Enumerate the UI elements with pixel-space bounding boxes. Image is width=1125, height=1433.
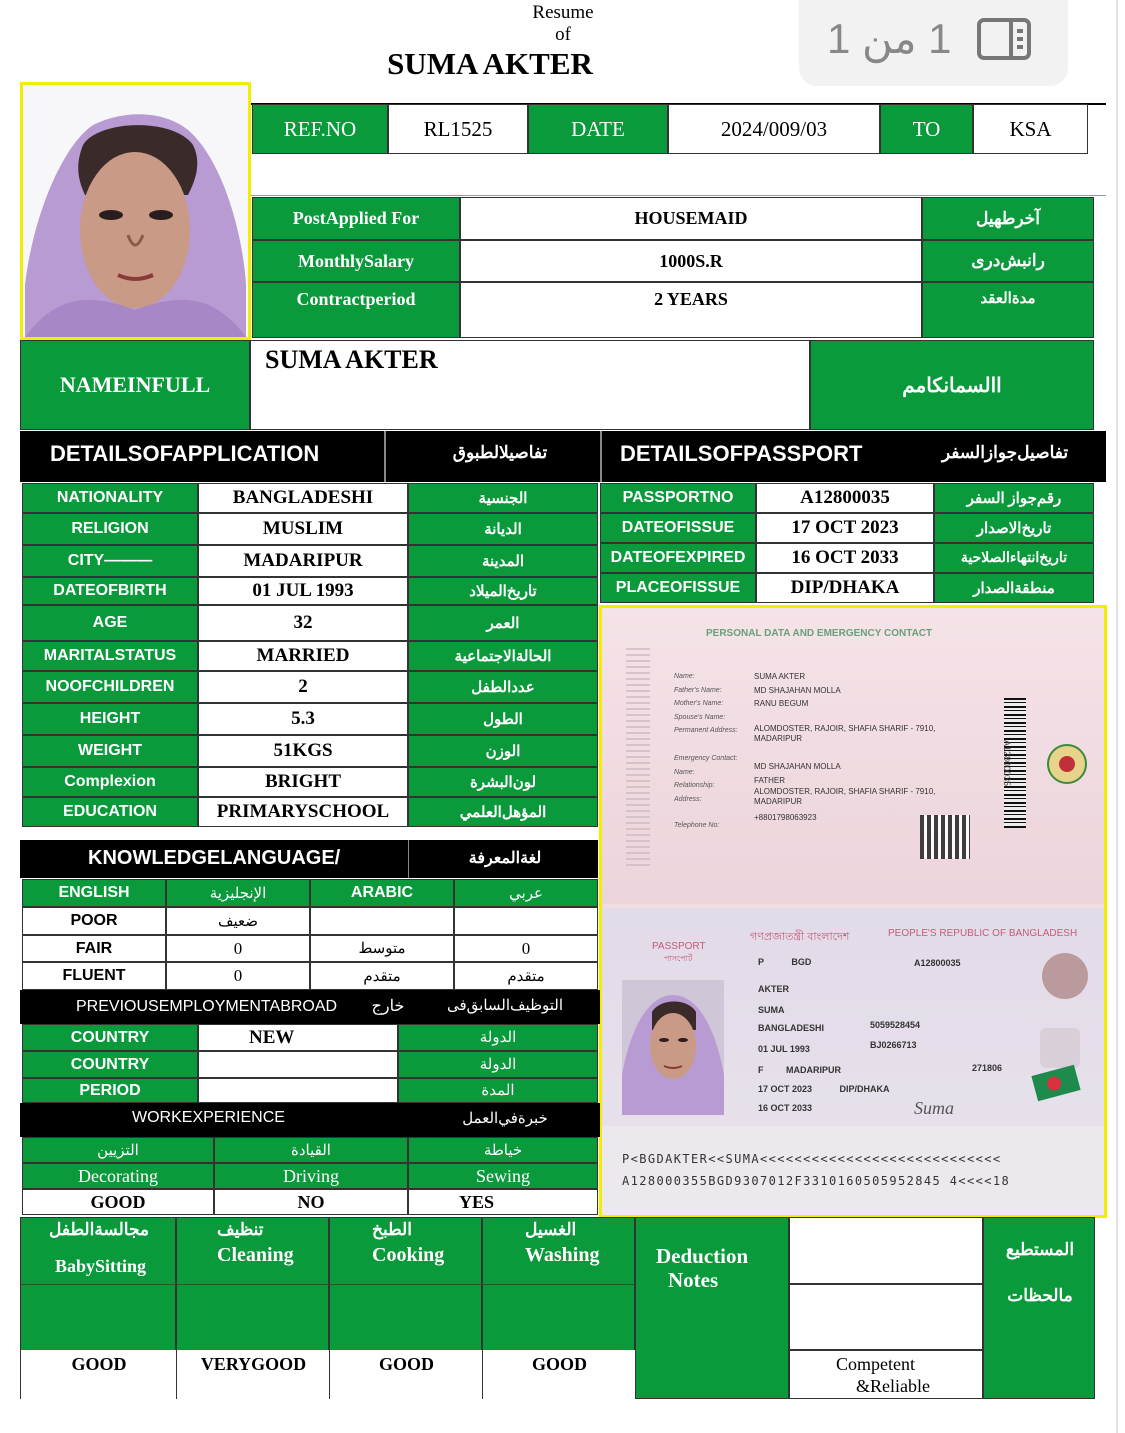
applicant-photo <box>20 82 251 340</box>
pp-address-2: MADARIPUR <box>754 733 803 743</box>
lang-header: عربي <box>454 879 598 907</box>
app-arabic: المدینة <box>408 545 598 577</box>
contract-arabic: مدةالعقد <box>922 282 1094 338</box>
pp-number: A12800035 <box>914 958 961 968</box>
app-value: 2 <box>198 671 408 703</box>
emp-value <box>198 1078 398 1103</box>
deduction-label: Deduction <box>656 1244 749 1268</box>
book-icon <box>977 18 1031 60</box>
pp-ec-address-1: ALOMDOSTER, RAJOIR, SHAFIA SHARIF - 7910, <box>754 787 936 796</box>
pp-value: 17 OCT 2023 <box>756 513 934 543</box>
pp-authority: DIP/DHAKA <box>839 1083 890 1094</box>
lang-cell <box>310 907 454 935</box>
app-label: CITY——— <box>22 545 198 577</box>
work-skill: Decorating <box>22 1163 214 1189</box>
lang-cell: ضعیف <box>166 907 310 935</box>
pp-father: MD SHAJAHAN MOLLA <box>754 685 841 695</box>
lbl-father: Father's Name: <box>674 686 722 694</box>
skill-arabic: تنظيف <box>217 1220 264 1239</box>
pp-birthplace: MADARIPUR <box>786 1064 842 1075</box>
application-title-ar: تفاصیلالطبوق <box>452 443 548 462</box>
remarks-line-1: Competent <box>836 1354 915 1374</box>
mrz-line-2: A128000355BGD9307012F3310160505952845 4<<<<18 <box>622 1174 1011 1188</box>
fullname-arabic: االسمانكامم <box>810 340 1094 430</box>
app-arabic: تاریخ‌المیلاد <box>408 577 598 605</box>
ghost-photo-2 <box>1040 1028 1080 1068</box>
lbl-phone: Telephone No: <box>674 822 720 829</box>
pp-surname: AKTER <box>758 983 789 994</box>
remarks-line-2: &Reliable <box>856 1376 930 1396</box>
qr-code-icon <box>920 815 970 859</box>
passport-title-ar: تفاصیل‌جواز‌السفر <box>941 443 1069 462</box>
pp-given-name: SUMA <box>758 1004 785 1015</box>
lang-cell: متوسط <box>310 935 454 962</box>
pp-ec-phone: +8801798063923 <box>754 813 817 822</box>
app-arabic: الوزن <box>408 735 598 767</box>
skill-cleaning <box>176 1217 329 1399</box>
of-label: of <box>555 24 571 45</box>
pp-mother: RANU BEGUM <box>754 699 809 708</box>
pp-value: A12800035 <box>756 483 934 513</box>
app-value: 01 JUL 1993 <box>198 577 408 605</box>
emp-label: COUNTRY <box>22 1024 198 1051</box>
pp-dob: 01 JUL 1993 <box>758 1044 810 1055</box>
app-value: BRIGHT <box>198 767 408 797</box>
skill-label: Washing <box>525 1244 600 1266</box>
page-indicator-text: 1 من 1 <box>827 15 952 62</box>
lang-header: ARABIC <box>310 879 454 907</box>
app-label: MARITALSTATUS <box>22 641 198 671</box>
work-skill: Sewing <box>408 1163 598 1189</box>
pp-arabic: رقم‌جواز السفر <box>934 483 1094 513</box>
lang-cell: متقدم <box>454 962 598 990</box>
app-arabic: الدیانة <box>408 513 598 545</box>
skill-label: Cleaning <box>217 1244 294 1266</box>
contract-value: 2 YEARS <box>460 282 922 338</box>
pp-prev-passport: BJ0266713 <box>870 1040 917 1050</box>
skill-arabic: الغسيل <box>525 1220 577 1239</box>
contract-label: Contractperiod <box>252 282 460 338</box>
post-label: PostApplied For <box>252 197 460 240</box>
emp-arabic: الدولة <box>398 1024 598 1051</box>
skill-babysitting <box>20 1217 176 1399</box>
app-value: MADARIPUR <box>198 545 408 577</box>
skill-value: VERYGOOD <box>200 1354 307 1374</box>
application-title: DETAILSOFAPPLICATION <box>50 441 320 466</box>
app-value: 5.3 <box>198 703 408 735</box>
lbl-ec-address: Address: <box>674 795 702 803</box>
lang-level: FAIR <box>22 935 166 962</box>
app-arabic: العمر <box>408 605 598 641</box>
pp-arabic: تاریخ‌انتهاءالصلاحیة <box>934 543 1094 573</box>
page-title: SUMA AKTER <box>387 46 593 81</box>
pp-signature: Suma <box>914 1098 954 1118</box>
app-label: RELIGION <box>22 513 198 545</box>
app-label: EDUCATION <box>22 797 198 827</box>
app-label: Complexion <box>22 767 198 797</box>
app-value: MUSLIM <box>198 513 408 545</box>
date-label: DATE <box>528 104 668 154</box>
app-label: AGE <box>22 605 198 641</box>
passport-photo <box>622 980 724 1115</box>
emp-label: PERIOD <box>22 1078 198 1103</box>
lbl-mother: Mother's Name: <box>674 700 724 707</box>
app-value: PRIMARYSCHOOL <box>198 797 408 827</box>
work-value: NO <box>214 1189 408 1215</box>
pp-ec-name: MD SHAJAHAN MOLLA <box>754 762 841 771</box>
notes-label: Notes <box>668 1268 719 1292</box>
passport-word: PASSPORT <box>652 941 706 952</box>
lang-level: POOR <box>22 907 166 935</box>
lbl-ec: Emergency Contact: <box>674 755 738 762</box>
pp-value: 16 OCT 2033 <box>756 543 934 573</box>
remarks-arabic-box <box>983 1217 1095 1399</box>
pp-arabic: منطقةالصدار <box>934 573 1094 603</box>
pp-type: P <box>758 957 764 967</box>
emergency-title: PERSONAL DATA AND EMERGENCY CONTACT <box>706 628 933 639</box>
skill-washing <box>482 1217 635 1399</box>
app-value: 32 <box>198 605 408 641</box>
app-arabic: لون‌البشرة <box>408 767 598 797</box>
remarks-arabic-1: المستطيع <box>1005 1240 1075 1259</box>
app-value: 51KGS <box>198 735 408 767</box>
pp-nationality: BANGLADESHI <box>758 1023 825 1034</box>
app-arabic: الجنسیة <box>408 483 598 513</box>
mrz-line-1: P<BGDAKTER<<SUMA<<<<<<<<<<<<<<<<<<<<<<<<<<<< <box>622 1152 1002 1166</box>
pp-label: PLACEOFISSUE <box>600 573 756 603</box>
pp-personal-no: 5059528454 <box>870 1020 921 1030</box>
app-arabic: الطول <box>408 703 598 735</box>
skill-label: Cooking <box>372 1244 445 1266</box>
passport-word-bn: পাসপোর্ট <box>664 954 693 963</box>
post-value: HOUSEMAID <box>460 197 922 240</box>
app-arabic: عددالطفل <box>408 671 598 703</box>
work-value: YES <box>408 1189 598 1215</box>
app-value: BANGLADESHI <box>198 483 408 513</box>
lbl-ec-name: Name: <box>674 768 695 776</box>
lang-header: الإنجلیزیة <box>166 879 310 907</box>
lbl-address: Permanent Address: <box>674 727 738 734</box>
app-label: HEIGHT <box>22 703 198 735</box>
skill-value: GOOD <box>531 1354 587 1374</box>
lang-cell: 0 <box>454 935 598 962</box>
lang-cell: 0 <box>166 935 310 962</box>
resume-label: Resume <box>532 2 594 23</box>
language-title-ar: لغةالمعرفة <box>468 850 542 867</box>
lbl-name: Name: <box>674 673 695 680</box>
pp-value: DIP/DHAKA <box>756 573 934 603</box>
work-arabic: التزيين <box>22 1137 214 1163</box>
app-label: NATIONALITY <box>22 483 198 513</box>
pp-ec-relation: FATHER <box>754 775 785 785</box>
language-title: KNOWLEDGELANGUAGE/ <box>88 847 341 869</box>
salary-arabic: رانبش‌دری <box>922 240 1094 282</box>
emp-arabic: الدولة <box>398 1051 598 1078</box>
bangladesh-seal-icon <box>1047 744 1087 784</box>
lang-cell <box>454 907 598 935</box>
app-label: WEIGHT <box>22 735 198 767</box>
deduction-blank-2 <box>789 1284 983 1350</box>
work-value: GOOD <box>22 1189 214 1215</box>
refno-label: REF.NO <box>252 104 388 154</box>
country-name-bn: গণপ্রজাতন্ত্রী বাংলাদেশ <box>750 931 850 943</box>
fullname-label: NAMEINFULL <box>20 340 250 430</box>
passport-scan <box>599 605 1107 1218</box>
skill-label: BabySitting <box>55 1256 147 1276</box>
page-indicator[interactable] <box>799 0 1068 86</box>
skill-arabic: مجالسةالطفل <box>49 1220 150 1239</box>
skill-value: GOOD <box>378 1354 434 1374</box>
salary-label: MonthlySalary <box>252 240 460 282</box>
emp-value: NEW <box>198 1024 398 1051</box>
pp-label: DATEOFEXPIRED <box>600 543 756 573</box>
refno-value: RL1525 <box>388 104 528 154</box>
skill-cooking <box>329 1217 482 1399</box>
work-arabic: خياطة <box>408 1137 598 1163</box>
pp-code: 271806 <box>972 1063 1003 1073</box>
work-skill: Driving <box>214 1163 408 1189</box>
pp-issue-date: 17 OCT 2023 <box>758 1083 813 1094</box>
post-arabic: آخرطهیل <box>922 197 1094 240</box>
app-value: MARRIED <box>198 641 408 671</box>
work-title: WORKEXPERIENCE <box>132 1109 285 1126</box>
pp-address-1: ALOMDOSTER, RAJOIR, SHAFIA SHARIF - 7910, <box>754 723 936 733</box>
pp-name: SUMA AKTER <box>754 672 806 681</box>
country-name-en: PEOPLE'S REPUBLIC OF BANGLADESH <box>888 928 1078 939</box>
remarks-box <box>789 1350 983 1399</box>
salary-value: 1000S.R <box>460 240 922 282</box>
passport-title: DETAILSOFPASSPORT <box>620 441 863 466</box>
employment-title: PREVIOUSEMPLOYMENTABROAD خارج <box>76 998 405 1015</box>
pp-sex: F <box>758 1064 764 1075</box>
employment-title-ar: التوظیف‌السابق‌فی <box>446 998 564 1014</box>
app-label: DATEOFBIRTH <box>22 577 198 605</box>
lang-header: ENGLISH <box>22 879 166 907</box>
pp-arabic: تاریخ‌الاصدار <box>934 513 1094 543</box>
app-label: NOOFCHILDREN <box>22 671 198 703</box>
lbl-spouse: Spouse's Name: <box>674 713 726 721</box>
lang-cell: متقدم <box>310 962 454 990</box>
app-arabic: المؤهل‌العلمي <box>408 797 598 827</box>
lang-cell: 0 <box>166 962 310 990</box>
to-value: KSA <box>973 104 1088 154</box>
emp-arabic: المدة <box>398 1078 598 1103</box>
barcode-number: A12800035 <box>1002 739 1013 787</box>
work-title-ar: خبرةفي‌العمل <box>462 1111 548 1127</box>
deduction-blank-1 <box>789 1217 983 1284</box>
pp-label: DATEOFISSUE <box>600 513 756 543</box>
deduction-notes <box>635 1217 789 1399</box>
pp-label: PASSPORTNO <box>600 483 756 513</box>
emp-label: COUNTRY <box>22 1051 198 1078</box>
to-label: TO <box>880 104 973 154</box>
remarks-arabic-2: مالحظات <box>1007 1286 1073 1305</box>
skill-arabic: الطبخ <box>372 1220 412 1239</box>
skill-value: GOOD <box>71 1354 127 1374</box>
pp-ec-address-2: MADARIPUR <box>754 797 803 806</box>
lang-level: FLUENT <box>22 962 166 990</box>
lbl-relation: Relationship: <box>674 782 715 789</box>
work-arabic: القيادة <box>214 1137 408 1163</box>
pp-country-code: BGD <box>791 957 812 967</box>
ghost-photo <box>1042 953 1088 999</box>
emp-value <box>198 1051 398 1078</box>
fullname-value: SUMA AKTER <box>250 340 810 430</box>
pp-expiry: 16 OCT 2033 <box>758 1102 813 1113</box>
app-arabic: الحالةالاجتماعیة <box>408 641 598 671</box>
date-value: 2024/009/03 <box>668 104 880 154</box>
